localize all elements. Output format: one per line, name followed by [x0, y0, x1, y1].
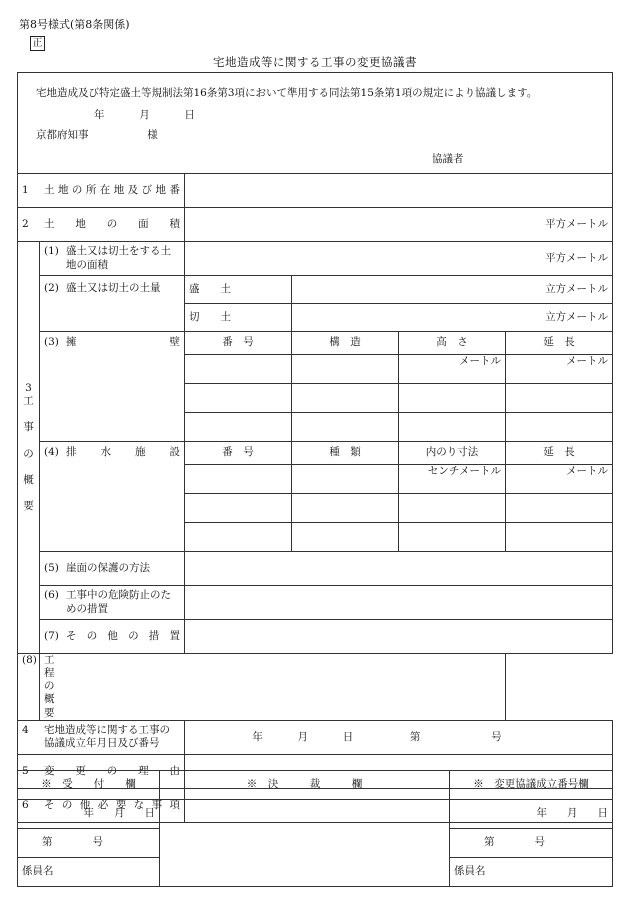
land-area-field[interactable]	[185, 208, 613, 242]
item-4-label-cell	[40, 442, 185, 552]
item-5-number: (5)	[44, 561, 59, 574]
reception-staff-label: 係員名	[22, 865, 54, 878]
document-title: 宅地造成等に関する工事の変更協議書	[213, 55, 417, 69]
row-2-label: 土地の面積	[44, 217, 180, 230]
agreement-year-label: 年	[252, 730, 263, 743]
drain-header-number: 番 号	[185, 442, 292, 465]
item-1-label: 盛土又は切土をする土地の面積	[66, 245, 171, 271]
row-4-label-cell	[18, 720, 185, 754]
drain-dimension-cell[interactable]	[399, 523, 506, 552]
row-1-label-cell	[18, 174, 185, 208]
cut-volume-field[interactable]	[292, 304, 613, 332]
item-7-number: (7)	[44, 629, 59, 642]
approval-field[interactable]	[160, 800, 450, 887]
approval-header: ※ 決 裁 欄	[160, 771, 450, 800]
applicant-label: 協議者	[432, 153, 464, 165]
intro-section	[18, 73, 613, 174]
drain-number-cell[interactable]	[185, 523, 292, 552]
fill-area-field[interactable]	[185, 242, 613, 276]
addressee	[36, 129, 158, 142]
wall-header-length: 延 長	[506, 332, 613, 355]
wall-length-unit: メートル	[566, 355, 609, 367]
wall-header-structure: 構 造	[292, 332, 399, 355]
drain-dimension-cell[interactable]	[399, 465, 506, 494]
agreement-dai-label: 第	[409, 730, 421, 743]
row-6-number: 6	[22, 798, 29, 811]
fill-area-unit: 平方メートル	[545, 251, 609, 264]
hazard-prevention-field[interactable]	[185, 586, 613, 620]
drain-length-cell[interactable]	[506, 523, 613, 552]
drain-type-cell[interactable]	[292, 494, 399, 523]
row-5-number: 5	[22, 764, 29, 777]
wall-length-cell[interactable]	[506, 355, 613, 384]
item-8-label: 工程の概要	[44, 654, 55, 719]
original-copy-mark: 正	[30, 36, 45, 51]
drain-number-cell[interactable]	[185, 465, 292, 494]
wall-structure-cell[interactable]	[292, 413, 399, 442]
change-number-field[interactable]: 第 号	[450, 829, 613, 858]
drain-length-unit: メートル	[566, 465, 609, 477]
wall-length-cell[interactable]	[506, 413, 613, 442]
cut-volume-unit: 立方メートル	[545, 310, 609, 323]
wall-header-number: 番 号	[185, 332, 292, 355]
row-2-label-cell	[18, 208, 185, 242]
item-1-number: (1)	[44, 245, 59, 258]
wall-height-cell[interactable]	[399, 384, 506, 413]
fill-volume-unit: 立方メートル	[545, 282, 609, 295]
item-5-label: 崖面の保護の方法	[66, 561, 150, 574]
item-3-number: (3)	[44, 336, 59, 348]
row-4-label: 宅地造成等に関する工事の協議成立年月日及び番号	[44, 724, 170, 750]
wall-number-cell[interactable]	[185, 384, 292, 413]
item-6-label-cell	[40, 586, 185, 620]
item-5-label-cell	[40, 552, 185, 586]
wall-header-height: 高 さ	[399, 332, 506, 355]
agreement-month-label: 月	[297, 730, 309, 743]
intro-text: 宅地造成及び特定盛土等規制法第16条第3項において準用する同法第15条第1項の規定により協議します。	[36, 87, 538, 99]
reception-staff-field[interactable]	[18, 858, 160, 887]
item-2-label: 盛土又は切土の土量	[66, 282, 161, 294]
drain-type-cell[interactable]	[292, 523, 399, 552]
drain-dimension-cell[interactable]	[399, 494, 506, 523]
change-number-staff-label: 係員名	[454, 865, 486, 878]
item-7-label-cell	[40, 620, 185, 654]
row-5-label: 変更の理由	[44, 764, 180, 777]
land-area-unit: 平方メートル	[545, 217, 609, 230]
item-2-label-cell	[40, 276, 185, 332]
agreement-go-label: 号	[491, 730, 502, 743]
item-6-number: (6)	[44, 589, 59, 602]
drain-length-cell[interactable]	[506, 465, 613, 494]
drain-number-cell[interactable]	[185, 494, 292, 523]
wall-height-unit: メートル	[459, 355, 501, 367]
governor-label: 京都府知事	[36, 129, 89, 141]
cut-volume-label: 切 土	[185, 304, 292, 332]
wall-number-cell[interactable]	[185, 413, 292, 442]
wall-structure-cell[interactable]	[292, 355, 399, 384]
reception-date-field[interactable]: 年 月 日	[18, 800, 160, 829]
item-8-label-cell	[18, 654, 55, 721]
drain-type-cell[interactable]	[292, 465, 399, 494]
honorific-label: 様	[147, 129, 158, 141]
wall-height-cell[interactable]	[399, 413, 506, 442]
item-3-label: 擁壁	[66, 336, 180, 348]
row-6-label: その他必要な事項	[44, 798, 180, 811]
office-use-table	[17, 770, 613, 887]
wall-number-cell[interactable]	[185, 355, 292, 384]
drain-header-length: 延 長	[506, 442, 613, 465]
fill-volume-field[interactable]	[292, 276, 613, 304]
item-3-label-cell	[40, 332, 185, 442]
reception-header: ※ 受 付 欄	[18, 771, 160, 800]
schedule-overview-field[interactable]	[40, 654, 506, 721]
drain-header-type: 種 類	[292, 442, 399, 465]
form-number: 第8号様式(第8条関係)	[19, 18, 130, 31]
drain-length-cell[interactable]	[506, 494, 613, 523]
drain-dimension-unit: センチメートル	[427, 465, 501, 477]
slope-protection-field[interactable]	[185, 552, 613, 586]
item-4-label: 排水施設	[66, 446, 180, 458]
agreement-day-label: 日	[342, 730, 354, 743]
item-8-number: (8)	[22, 654, 37, 666]
item-6-label: 工事中の危険防止のための措置	[66, 589, 171, 615]
application-form-table	[17, 72, 613, 823]
submission-date[interactable]	[94, 109, 195, 122]
wall-length-cell[interactable]	[506, 384, 613, 413]
wall-structure-cell[interactable]	[292, 384, 399, 413]
item-4-number: (4)	[44, 446, 59, 458]
change-number-header: ※ 変更協議成立番号欄	[450, 771, 613, 800]
reception-number-field[interactable]: 第 号	[18, 829, 160, 858]
land-location-field[interactable]	[185, 174, 613, 208]
row-2-number: 2	[22, 217, 29, 230]
date-day-label: 日	[184, 109, 195, 121]
row-1-label: 土地の所在地及び地番	[44, 183, 180, 196]
drain-header-dimension: 内のり寸法	[399, 442, 506, 465]
date-year-label: 年	[94, 109, 105, 121]
item-7-label: その他の措置	[66, 629, 180, 642]
agreement-date-number-field[interactable]	[185, 720, 613, 754]
date-month-label: 月	[139, 109, 150, 121]
change-number-date-field[interactable]: 年 月 日	[450, 800, 613, 829]
item-2-number: (2)	[44, 282, 59, 294]
change-number-staff-field[interactable]	[450, 858, 613, 887]
row-1-number: 1	[22, 183, 29, 196]
section-3-label: 3 工 事 の 概 要	[18, 242, 40, 654]
item-1-label-cell	[40, 242, 185, 276]
row-4-number: 4	[22, 724, 29, 736]
other-measures-field[interactable]	[185, 620, 613, 654]
fill-volume-label: 盛 土	[185, 276, 292, 304]
wall-height-cell[interactable]	[399, 355, 506, 384]
